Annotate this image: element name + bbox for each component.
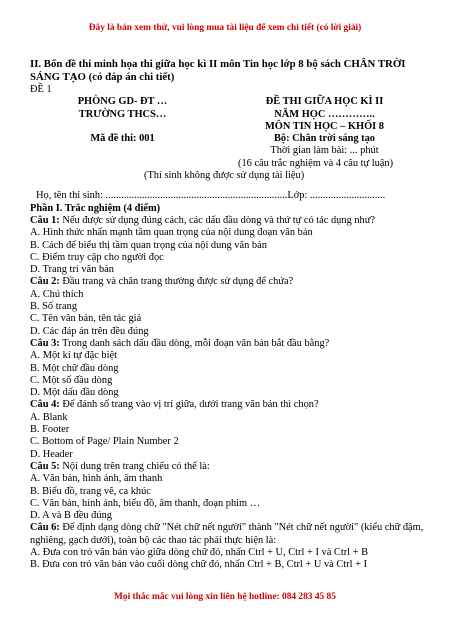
subject-grade: MÔN TIN HỌC – KHỐI 8 (264, 120, 385, 132)
question-label: Câu 6: (30, 522, 60, 534)
answer-option: A. Chú thích (30, 288, 84, 300)
question-block (30, 276, 424, 337)
question-label: Câu 1: (30, 214, 60, 226)
document-title: II. Bốn đề thi minh họa thi giữa học kì II môn Tin học lớp 8 bộ sách CHÂN TRỜI SÁNG TẠO (có đáp án chi tiết) (30, 58, 406, 83)
question-stem (30, 338, 424, 350)
question-text: Trong danh sách dấu đầu dòng, mỗi đoạn văn bản bắt đầu bằng? (59, 337, 330, 349)
question-block (30, 522, 424, 571)
answer-option: C. Văn bản, hình ảnh, biểu đồ, âm thanh, đoạn phim … (30, 497, 261, 509)
exam-structure: (16 câu trắc nghiệm và 4 câu tự luận) (238, 157, 394, 169)
preview-banner: Đây là bản xem thử, vui lòng mua tài liệu để xem chi tiết (có lời giải) (88, 23, 362, 33)
answer-option: C. Điểm truy cập cho người đọc (30, 251, 164, 263)
answer-option: D. A và B đều đúng (30, 510, 112, 522)
answer-option: A. Văn bản, hình ảnh, âm thanh (30, 473, 163, 485)
question-block (30, 215, 424, 276)
answer-option: C. Tên văn bản, tên tác giả (30, 313, 142, 325)
question-label: Câu 3: (30, 337, 60, 349)
school-info (30, 96, 215, 157)
answer-option: B. Số trang (30, 301, 78, 313)
answer-option: D. Một dấu đầu dòng (30, 387, 119, 399)
answer-option: B. Đưa con trỏ văn bản vào cuối dòng chữ đó, nhấn Ctrl + B, Ctrl + U và Ctrl + I (30, 559, 368, 571)
answer-option: A. Đưa con trỏ văn bản vào giữa dòng chữ đó, nhấn Ctrl + U, Ctrl + I và Ctrl + B (30, 546, 369, 558)
exam-title: ĐỀ THI GIỮA HỌC KÌ II (265, 96, 384, 108)
question-text: Để định dạng dòng chữ "Nét chữ nết người" thành "Nét chữ nết người" (kiểu chữ đậm, nghiêng, gạch dưới), toàn bộ các thao tác phải thực hiện là: (30, 522, 424, 546)
time-allowed: Thời gian làm bài: ... phút (270, 145, 379, 157)
answer-option: D. Header (30, 448, 73, 460)
school-year: NĂM HỌC ………….. (274, 108, 375, 120)
answer-option: B. Cách để biểu thị tầm quan trọng của nội dung văn bản (30, 239, 267, 251)
section-heading: Phần I. Trắc nghiệm (4 điểm) (30, 202, 161, 214)
answer-option: A. Blank (30, 411, 68, 423)
exam-info (215, 96, 424, 157)
question-text: Nội dung trên trang chiếu có thể là: (59, 460, 210, 472)
question-text: Để đánh số trang vào vị trí giữa, dưới trang văn bản thì chọn? (59, 399, 319, 411)
question-label: Câu 2: (30, 276, 60, 288)
answer-option: D. Trang trí văn bản (30, 264, 114, 276)
question-block (30, 399, 424, 460)
answer-option: B. Một chữ đầu dòng (30, 362, 119, 374)
book-series: Bộ: Chân trời sáng tạo (273, 133, 375, 145)
answer-option: A. Một kí tự đặc biệt (30, 350, 118, 362)
header-spacer (30, 121, 215, 133)
answer-option: D. Các đáp án trên đều đúng (30, 325, 149, 337)
question-text: Đầu trang và chân trang thường được sử dụng để chứa? (59, 276, 294, 288)
exam-note: (Thí sinh không được sử dụng tài liệu) (144, 170, 305, 182)
question-stem (30, 276, 424, 288)
answer-option: B. Biểu đồ, trang vẽ, ca khúc (30, 485, 151, 497)
question-label: Câu 5: (30, 460, 60, 472)
exam-code: Mã đề thi: 001 (90, 133, 155, 145)
department-name: PHÒNG GD- ĐT … (77, 96, 168, 108)
question-stem (30, 215, 424, 227)
question-label: Câu 4: (30, 399, 60, 411)
school-name: TRƯỜNG THCS… (78, 108, 167, 120)
question-text: Nếu được sử dụng đúng cách, các dấu đầu dòng và thứ tự có tác dụng như? (59, 214, 375, 226)
question-list (30, 215, 424, 572)
answer-option: A. Hình thức nhấn mạnh tầm quan trọng của nội dung đoạn văn bản (30, 227, 313, 239)
question-stem (30, 522, 424, 547)
exam-header (30, 96, 424, 157)
question-block (30, 338, 424, 399)
question-stem (30, 461, 424, 473)
answer-option: C. Bottom of Page/ Plain Number 2 (30, 436, 179, 448)
question-stem (30, 399, 424, 411)
hotline-banner: Mọi thắc mắc vui lòng xin liên hệ hotline: 084 283 45 85 (114, 592, 336, 602)
question-block (30, 461, 424, 522)
exam-number-label: ĐỀ 1 (30, 84, 52, 95)
exam-page (30, 58, 424, 572)
student-info-line: Họ, tên thí sinh: ......................................................................Lớp: ............................. (36, 190, 386, 202)
answer-option: C. Một số đầu dòng (30, 374, 113, 386)
answer-option: B. Footer (30, 424, 70, 436)
